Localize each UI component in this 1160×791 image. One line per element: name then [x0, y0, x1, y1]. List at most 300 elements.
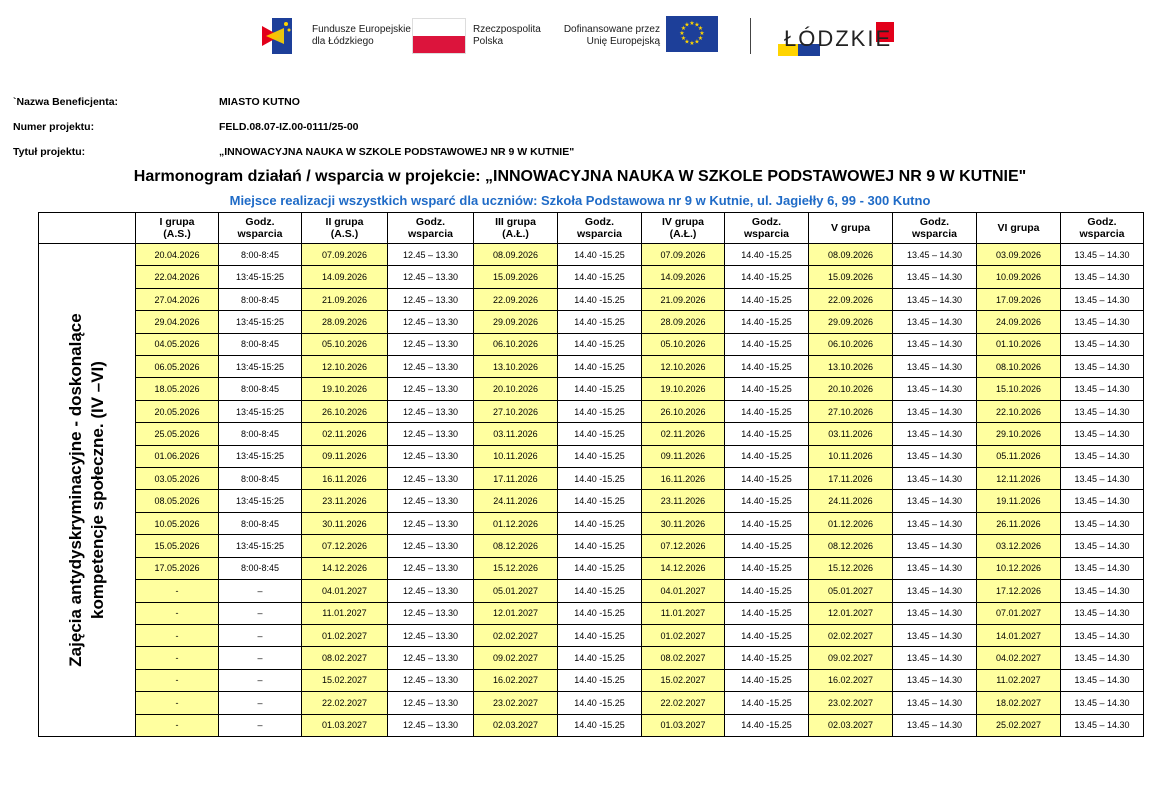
date-cell: 11.02.2027: [977, 669, 1061, 691]
date-cell: 16.11.2026: [302, 468, 388, 490]
svg-text:★: ★: [689, 20, 695, 27]
project-title-label: Tytuł projektu:: [13, 146, 86, 158]
date-cell: 15.05.2026: [136, 535, 219, 557]
column-header: Godz. wsparcia: [725, 213, 809, 244]
hours-cell: 13.45 – 14.30: [1061, 266, 1144, 288]
date-cell: 02.02.2027: [809, 624, 893, 646]
date-cell: -: [136, 602, 219, 624]
eu-funds-logo-text: [312, 24, 411, 48]
date-cell: 08.10.2026: [977, 356, 1061, 378]
table-row: [39, 468, 1144, 490]
table-row: [39, 669, 1144, 691]
hours-cell: 14.40 -15.25: [558, 714, 642, 736]
date-cell: 11.01.2027: [642, 602, 725, 624]
date-cell: 20.04.2026: [136, 244, 219, 266]
date-cell: 10.05.2026: [136, 512, 219, 534]
date-cell: 02.03.2027: [474, 714, 558, 736]
date-cell: 03.05.2026: [136, 468, 219, 490]
date-cell: 10.09.2026: [977, 266, 1061, 288]
date-cell: 06.10.2026: [474, 333, 558, 355]
hours-cell: 13.45 – 14.30: [893, 669, 977, 691]
poland-logo-text: [473, 24, 541, 48]
hours-cell: 13.45 – 14.30: [1061, 333, 1144, 355]
date-cell: 08.02.2027: [642, 647, 725, 669]
date-cell: 10.12.2026: [977, 557, 1061, 579]
hours-cell: 13:45-15:25: [219, 266, 302, 288]
date-cell: 13.10.2026: [474, 356, 558, 378]
svg-text:★: ★: [694, 38, 700, 46]
date-cell: 07.01.2027: [977, 602, 1061, 624]
hours-cell: 14.40 -15.25: [558, 692, 642, 714]
table-row: [39, 266, 1144, 288]
date-cell: 29.09.2026: [809, 311, 893, 333]
hours-cell: 12.45 – 13.30: [388, 714, 474, 736]
date-cell: 14.09.2026: [302, 266, 388, 288]
date-cell: 11.01.2027: [302, 602, 388, 624]
date-cell: 06.10.2026: [809, 333, 893, 355]
hours-cell: 13.45 – 14.30: [893, 580, 977, 602]
date-cell: 15.12.2026: [474, 557, 558, 579]
date-cell: 03.11.2026: [474, 423, 558, 445]
hours-cell: 12.45 – 13.30: [388, 333, 474, 355]
date-cell: 09.02.2027: [809, 647, 893, 669]
date-cell: 28.09.2026: [302, 311, 388, 333]
date-cell: -: [136, 624, 219, 646]
date-cell: 22.02.2027: [642, 692, 725, 714]
column-header: Godz. wsparcia: [388, 213, 474, 244]
column-header: Godz. wsparcia: [558, 213, 642, 244]
hours-cell: 14.40 -15.25: [725, 311, 809, 333]
table-row: [39, 580, 1144, 602]
hours-cell: 14.40 -15.25: [725, 288, 809, 310]
date-cell: 02.11.2026: [302, 423, 388, 445]
date-cell: 26.11.2026: [977, 512, 1061, 534]
date-cell: 13.10.2026: [809, 356, 893, 378]
svg-text:★: ★: [697, 25, 704, 32]
hours-cell: 12.45 – 13.30: [388, 266, 474, 288]
date-cell: 17.05.2026: [136, 557, 219, 579]
svg-text:★: ★: [679, 30, 685, 37]
hours-cell: 13.45 – 14.30: [893, 333, 977, 355]
date-cell: 01.03.2027: [642, 714, 725, 736]
date-cell: 02.11.2026: [642, 423, 725, 445]
date-cell: 01.12.2026: [474, 512, 558, 534]
date-cell: 27.10.2026: [809, 400, 893, 422]
date-cell: 09.02.2027: [474, 647, 558, 669]
date-cell: 08.05.2026: [136, 490, 219, 512]
date-cell: 20.10.2026: [474, 378, 558, 400]
date-cell: 08.09.2026: [474, 244, 558, 266]
activity-label: Zajęcia antydyskryminacyjne - doskonalące kompetencje społeczne. (IV –VI): [66, 313, 107, 667]
table-row: [39, 378, 1144, 400]
hours-cell: –: [219, 624, 302, 646]
hours-cell: 14.40 -15.25: [725, 512, 809, 534]
eu-funds-line-1: Fundusze Europejskie: [312, 24, 411, 35]
table-header-row: [39, 213, 1144, 244]
column-header: VI grupa: [977, 213, 1061, 244]
date-cell: -: [136, 692, 219, 714]
hours-cell: 13.45 – 14.30: [1061, 311, 1144, 333]
lodzkie-logo-text: ŁÓDZKIE: [784, 26, 893, 51]
poland-line-2: Polska: [473, 36, 504, 47]
date-cell: 25.02.2027: [977, 714, 1061, 736]
table-row: [39, 714, 1144, 736]
hours-cell: 14.40 -15.25: [558, 288, 642, 310]
hours-cell: 12.45 – 13.30: [388, 423, 474, 445]
hours-cell: 13.45 – 14.30: [893, 692, 977, 714]
hours-cell: 14.40 -15.25: [558, 378, 642, 400]
beneficiary-label: `Nazwa Beneficjenta:: [13, 96, 119, 108]
hours-cell: 12.45 – 13.30: [388, 557, 474, 579]
table-row: [39, 490, 1144, 512]
hours-cell: 13.45 – 14.30: [893, 624, 977, 646]
date-cell: 01.02.2027: [302, 624, 388, 646]
date-cell: 15.12.2026: [809, 557, 893, 579]
logo-separator: [750, 18, 751, 54]
hours-cell: 13.45 – 14.30: [893, 423, 977, 445]
date-cell: 07.09.2026: [302, 244, 388, 266]
hours-cell: 13.45 – 14.30: [1061, 647, 1144, 669]
hours-cell: 13.45 – 14.30: [1061, 423, 1144, 445]
date-cell: 22.04.2026: [136, 266, 219, 288]
date-cell: 04.05.2026: [136, 333, 219, 355]
hours-cell: 13.45 – 14.30: [893, 244, 977, 266]
hours-cell: 13.45 – 14.30: [1061, 692, 1144, 714]
date-cell: 12.01.2027: [809, 602, 893, 624]
table-row: [39, 692, 1144, 714]
column-header: II grupa (A.S.): [302, 213, 388, 244]
date-cell: 27.04.2026: [136, 288, 219, 310]
date-cell: 02.03.2027: [809, 714, 893, 736]
hours-cell: 13:45-15:25: [219, 311, 302, 333]
hours-cell: 13.45 – 14.30: [1061, 400, 1144, 422]
date-cell: 01.06.2026: [136, 445, 219, 467]
hours-cell: 8:00-8:45: [219, 288, 302, 310]
hours-cell: 8:00-8:45: [219, 333, 302, 355]
table-row: [39, 423, 1144, 445]
date-cell: 05.10.2026: [302, 333, 388, 355]
date-cell: 17.09.2026: [977, 288, 1061, 310]
hours-cell: 14.40 -15.25: [725, 490, 809, 512]
date-cell: -: [136, 669, 219, 691]
hours-cell: 12.45 – 13.30: [388, 490, 474, 512]
hours-cell: 13.45 – 14.30: [893, 535, 977, 557]
hours-cell: 13.45 – 14.30: [893, 356, 977, 378]
hours-cell: 14.40 -15.25: [558, 580, 642, 602]
table-row: [39, 400, 1144, 422]
date-cell: 16.02.2027: [474, 669, 558, 691]
date-cell: 28.09.2026: [642, 311, 725, 333]
hours-cell: 13.45 – 14.30: [893, 378, 977, 400]
svg-text:★: ★: [694, 21, 700, 29]
eu-funds-line-2: dla Łódzkiego: [312, 36, 374, 47]
eu-flag-icon: [666, 16, 718, 52]
hours-cell: 13.45 – 14.30: [893, 490, 977, 512]
hours-cell: 13.45 – 14.30: [893, 445, 977, 467]
svg-text:★: ★: [689, 40, 695, 47]
date-cell: 24.11.2026: [474, 490, 558, 512]
hours-cell: 14.40 -15.25: [558, 535, 642, 557]
hours-cell: 12.45 – 13.30: [388, 669, 474, 691]
date-cell: 20.05.2026: [136, 400, 219, 422]
date-cell: 29.09.2026: [474, 311, 558, 333]
hours-cell: 8:00-8:45: [219, 378, 302, 400]
hours-cell: 8:00-8:45: [219, 512, 302, 534]
hours-cell: 13.45 – 14.30: [1061, 356, 1144, 378]
hours-cell: 14.40 -15.25: [725, 624, 809, 646]
hours-cell: 14.40 -15.25: [725, 692, 809, 714]
table-row: [39, 333, 1144, 355]
date-cell: 08.12.2026: [474, 535, 558, 557]
date-cell: -: [136, 580, 219, 602]
date-cell: 19.11.2026: [977, 490, 1061, 512]
date-cell: 08.12.2026: [809, 535, 893, 557]
hours-cell: 8:00-8:45: [219, 423, 302, 445]
date-cell: 01.10.2026: [977, 333, 1061, 355]
hours-cell: 13.45 – 14.30: [893, 311, 977, 333]
hours-cell: 13.45 – 14.30: [1061, 445, 1144, 467]
header-activity: [39, 213, 136, 244]
date-cell: 06.05.2026: [136, 356, 219, 378]
hours-cell: 14.40 -15.25: [725, 423, 809, 445]
hours-cell: 14.40 -15.25: [725, 400, 809, 422]
hours-cell: 13.45 – 14.30: [893, 288, 977, 310]
date-cell: 04.02.2027: [977, 647, 1061, 669]
hours-cell: 14.40 -15.25: [558, 356, 642, 378]
hours-cell: 13.45 – 14.30: [1061, 669, 1144, 691]
date-cell: 09.11.2026: [302, 445, 388, 467]
date-cell: 22.09.2026: [474, 288, 558, 310]
table-row: [39, 356, 1144, 378]
date-cell: 10.11.2026: [809, 445, 893, 467]
hours-cell: 12.45 – 13.30: [388, 647, 474, 669]
date-cell: 30.11.2026: [642, 512, 725, 534]
hours-cell: 13.45 – 14.30: [1061, 378, 1144, 400]
date-cell: 01.03.2027: [302, 714, 388, 736]
hours-cell: 12.45 – 13.30: [388, 288, 474, 310]
date-cell: 03.12.2026: [977, 535, 1061, 557]
date-cell: 12.10.2026: [302, 356, 388, 378]
hours-cell: 14.40 -15.25: [558, 423, 642, 445]
date-cell: 03.11.2026: [809, 423, 893, 445]
hours-cell: 12.45 – 13.30: [388, 692, 474, 714]
hours-cell: 12.45 – 13.30: [388, 445, 474, 467]
hours-cell: 13.45 – 14.30: [1061, 288, 1144, 310]
date-cell: -: [136, 714, 219, 736]
date-cell: 20.10.2026: [809, 378, 893, 400]
hours-cell: 13.45 – 14.30: [1061, 535, 1144, 557]
hours-cell: 13.45 – 14.30: [1061, 490, 1144, 512]
page-title: Harmonogram działań / wsparcia w projekcie: „INNOWACYJNA NAUKA W SZKOLE PODSTAWOWEJ NR 9 W KUTNIE": [133, 168, 1027, 185]
hours-cell: 14.40 -15.25: [725, 647, 809, 669]
table-row: [39, 244, 1144, 266]
date-cell: 04.01.2027: [302, 580, 388, 602]
hours-cell: 8:00-8:45: [219, 557, 302, 579]
column-header: III grupa (A.Ł.): [474, 213, 558, 244]
eu-line-1: Dofinansowane przez: [563, 24, 660, 35]
hours-cell: –: [219, 714, 302, 736]
date-cell: 22.10.2026: [977, 400, 1061, 422]
hours-cell: 12.45 – 13.30: [388, 580, 474, 602]
hours-cell: 13.45 – 14.30: [1061, 244, 1144, 266]
svg-text:★: ★: [684, 21, 690, 29]
hours-cell: 12.45 – 13.30: [388, 244, 474, 266]
svg-text:★: ★: [699, 30, 705, 37]
hours-cell: 13.45 – 14.30: [893, 512, 977, 534]
hours-cell: 14.40 -15.25: [558, 445, 642, 467]
date-cell: 14.01.2027: [977, 624, 1061, 646]
date-cell: 21.09.2026: [302, 288, 388, 310]
date-cell: 27.10.2026: [474, 400, 558, 422]
hours-cell: 14.40 -15.25: [725, 468, 809, 490]
hours-cell: 14.40 -15.25: [725, 557, 809, 579]
date-cell: 05.11.2026: [977, 445, 1061, 467]
date-cell: 12.01.2027: [474, 602, 558, 624]
svg-text:★: ★: [684, 38, 690, 46]
hours-cell: 14.40 -15.25: [558, 490, 642, 512]
hours-cell: 12.45 – 13.30: [388, 602, 474, 624]
date-cell: 09.11.2026: [642, 445, 725, 467]
hours-cell: 14.40 -15.25: [558, 468, 642, 490]
date-cell: 17.11.2026: [474, 468, 558, 490]
table-row: [39, 311, 1144, 333]
date-cell: 14.12.2026: [642, 557, 725, 579]
hours-cell: 12.45 – 13.30: [388, 400, 474, 422]
date-cell: 14.12.2026: [302, 557, 388, 579]
hours-cell: 14.40 -15.25: [558, 624, 642, 646]
hours-cell: 14.40 -15.25: [558, 266, 642, 288]
date-cell: 17.11.2026: [809, 468, 893, 490]
project-title-value: „INNOWACYJNA NAUKA W SZKOLE PODSTAWOWEJ NR 9 W KUTNIE": [219, 146, 575, 158]
date-cell: 25.05.2026: [136, 423, 219, 445]
date-cell: 10.11.2026: [474, 445, 558, 467]
date-cell: 08.09.2026: [809, 244, 893, 266]
hours-cell: 12.45 – 13.30: [388, 624, 474, 646]
hours-cell: 14.40 -15.25: [725, 602, 809, 624]
date-cell: 23.02.2027: [809, 692, 893, 714]
hours-cell: 13.45 – 14.30: [1061, 602, 1144, 624]
schedule-table: [38, 212, 1144, 737]
date-cell: 12.10.2026: [642, 356, 725, 378]
hours-cell: 14.40 -15.25: [725, 445, 809, 467]
hours-cell: 14.40 -15.25: [558, 669, 642, 691]
date-cell: 26.10.2026: [302, 400, 388, 422]
column-header: IV grupa (A.Ł.): [642, 213, 725, 244]
date-cell: 23.11.2026: [302, 490, 388, 512]
hours-cell: 13.45 – 14.30: [893, 557, 977, 579]
column-header: Godz. wsparcia: [219, 213, 302, 244]
date-cell: 29.04.2026: [136, 311, 219, 333]
table-row: [39, 624, 1144, 646]
hours-cell: –: [219, 602, 302, 624]
date-cell: 04.01.2027: [642, 580, 725, 602]
table-row: [39, 647, 1144, 669]
date-cell: 12.11.2026: [977, 468, 1061, 490]
project-number-value: FELD.08.07-IZ.00-0111/25-00: [219, 121, 359, 133]
date-cell: 29.10.2026: [977, 423, 1061, 445]
table-row: [39, 445, 1144, 467]
hours-cell: 14.40 -15.25: [725, 714, 809, 736]
column-header: Godz. wsparcia: [893, 213, 977, 244]
date-cell: 02.02.2027: [474, 624, 558, 646]
date-cell: 16.02.2027: [809, 669, 893, 691]
date-cell: 05.01.2027: [809, 580, 893, 602]
date-cell: 03.09.2026: [977, 244, 1061, 266]
date-cell: 18.02.2027: [977, 692, 1061, 714]
date-cell: 14.09.2026: [642, 266, 725, 288]
hours-cell: 13:45-15:25: [219, 400, 302, 422]
date-cell: 15.10.2026: [977, 378, 1061, 400]
table-row: [39, 602, 1144, 624]
date-cell: 15.02.2027: [642, 669, 725, 691]
hours-cell: 14.40 -15.25: [725, 356, 809, 378]
hours-cell: 12.45 – 13.30: [388, 535, 474, 557]
eu-cofinanced-text: [563, 24, 660, 48]
project-number-label: Numer projektu:: [13, 121, 95, 133]
hours-cell: –: [219, 647, 302, 669]
hours-cell: 13:45-15:25: [219, 490, 302, 512]
table-row: [39, 557, 1144, 579]
hours-cell: 14.40 -15.25: [725, 266, 809, 288]
hours-cell: 12.45 – 13.30: [388, 468, 474, 490]
column-header: Godz. wsparcia: [1061, 213, 1144, 244]
hours-cell: 14.40 -15.25: [725, 580, 809, 602]
date-cell: 30.11.2026: [302, 512, 388, 534]
hours-cell: 13.45 – 14.30: [1061, 580, 1144, 602]
table-row: [39, 512, 1144, 534]
hours-cell: 13.45 – 14.30: [1061, 624, 1144, 646]
svg-text:★: ★: [680, 25, 687, 32]
date-cell: 19.10.2026: [302, 378, 388, 400]
hours-cell: 13.45 – 14.30: [893, 647, 977, 669]
column-header: V grupa: [809, 213, 893, 244]
date-cell: 22.02.2027: [302, 692, 388, 714]
hours-cell: 13.45 – 14.30: [893, 468, 977, 490]
date-cell: 05.10.2026: [642, 333, 725, 355]
hours-cell: 14.40 -15.25: [558, 333, 642, 355]
date-cell: 05.01.2027: [474, 580, 558, 602]
date-cell: 22.09.2026: [809, 288, 893, 310]
hours-cell: –: [219, 692, 302, 714]
date-cell: 23.02.2027: [474, 692, 558, 714]
hours-cell: 12.45 – 13.30: [388, 512, 474, 534]
hours-cell: 13.45 – 14.30: [893, 400, 977, 422]
hours-cell: –: [219, 580, 302, 602]
date-cell: 16.11.2026: [642, 468, 725, 490]
beneficiary-value: MIASTO KUTNO: [219, 96, 300, 108]
date-cell: 24.11.2026: [809, 490, 893, 512]
hours-cell: 13.45 – 14.30: [893, 602, 977, 624]
date-cell: 08.02.2027: [302, 647, 388, 669]
hours-cell: 13.45 – 14.30: [1061, 512, 1144, 534]
hours-cell: 14.40 -15.25: [725, 333, 809, 355]
table-row: [39, 288, 1144, 310]
hours-cell: 12.45 – 13.30: [388, 311, 474, 333]
poland-flag-icon: [412, 18, 466, 54]
date-cell: -: [136, 647, 219, 669]
date-cell: 15.09.2026: [474, 266, 558, 288]
hours-cell: 13.45 – 14.30: [1061, 468, 1144, 490]
hours-cell: 14.40 -15.25: [558, 311, 642, 333]
lodzkie-logo: [778, 20, 918, 56]
hours-cell: 14.40 -15.25: [558, 557, 642, 579]
date-cell: 15.09.2026: [809, 266, 893, 288]
hours-cell: 8:00-8:45: [219, 468, 302, 490]
hours-cell: 13.45 – 14.30: [1061, 557, 1144, 579]
hours-cell: 14.40 -15.25: [725, 669, 809, 691]
hours-cell: 14.40 -15.25: [725, 535, 809, 557]
date-cell: 24.09.2026: [977, 311, 1061, 333]
